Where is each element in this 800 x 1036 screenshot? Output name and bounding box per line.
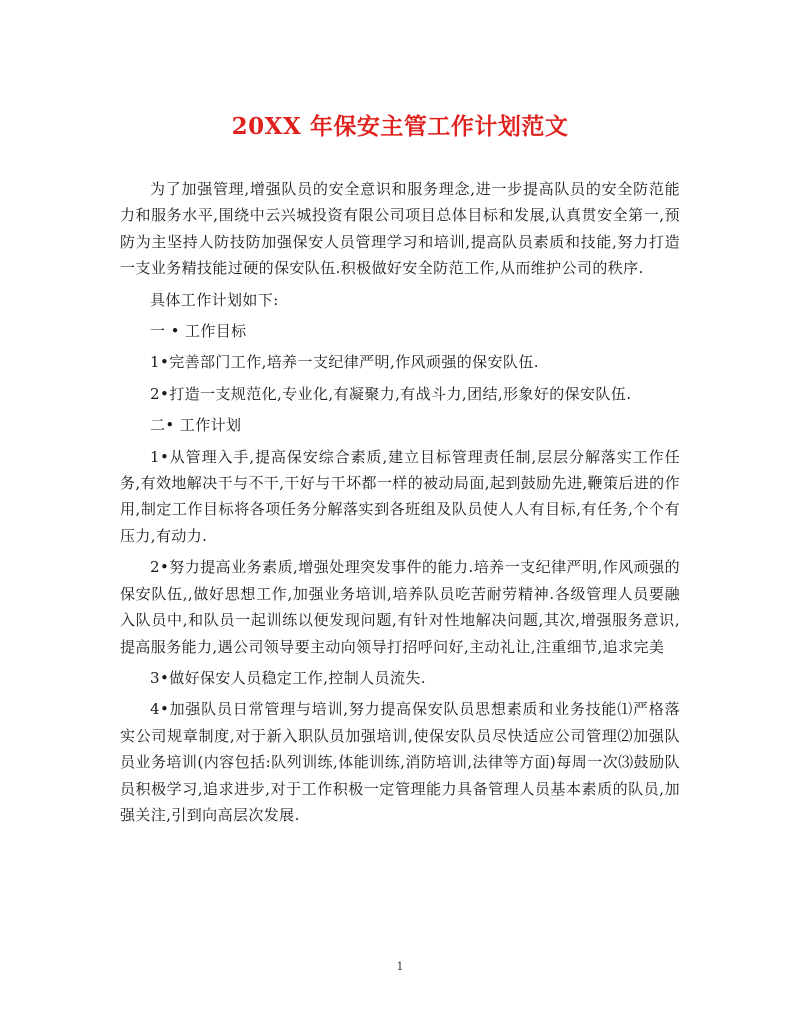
plan-item-1: 1•从管理入手,提高保安综合素质,建立目标管理责任制,层层分解落实工作任务,有效地解决干与不干,干好与干坏都一样的被动局面,起到鼓励先进,鞭策后进的作用,制定工作目标将各项任务分解落实到各班组及队员使人人有目标,有任务,个个有压力,有动力. xyxy=(120,447,680,545)
goal-item-1: 1•完善部门工作,培养一支纪律严明,作风顽强的保安队伍. xyxy=(150,353,539,372)
intro-paragraph: 为了加强管理,增强队员的安全意识和服务理念,进一步提高队员的安全防范能力和服务水平,围绕中云兴城投资有限公司项目总体目标和发展,认真贯安全第一,预防为主坚持人防技防加强保安人员管理学习和培训,提高队员素质和技能,努力打造一支业务精技能过硬的保安队伍.积极做好安全防范工作,从而维护公司的秩序. xyxy=(120,180,680,278)
document-title: 20XX 年保安主管工作计划范文 xyxy=(231,113,569,140)
page-number: 1 xyxy=(396,960,404,973)
goal-item-2: 2•打造一支规范化,专业化,有凝聚力,有战斗力,团结,形象好的保安队伍. xyxy=(150,384,632,403)
section-heading-goals: 一 • 工作目标 xyxy=(150,322,247,341)
document-body xyxy=(120,176,680,833)
section-heading-plan: 二• 工作计划 xyxy=(150,416,242,435)
plan-item-2: 2•努力提高业务素质,增强处理突发事件的能力.培养一支纪律严明,作风顽强的保安队伍,,做好思想工作,加强业务培训,培养队员吃苦耐劳精神.各级管理人员要融入队员中,和队员一起训练以便发现问题,有针对性地解决问题,其次,增强服务意识,提高服务能力,遇公司领导要主动向领导打招呼问好,主动礼让,注重细节,追求完美 xyxy=(120,558,680,656)
plan-item-4: 4•加强队员日常管理与培训,努力提高保安队员思想素质和业务技能⑴严格落实公司规章制度,对于新入职队员加强培训,使保安队员尽快适应公司管理⑵加强队员业务培训(内容包括:队列训练,体能训练,消防培训,法律等方面)每周一次⑶鼓励队员积极学习,追求进步,对于工作积极一定管理能力具备管理人员基本素质的队员,加强关注,引到向高层次发展. xyxy=(120,700,680,824)
plan-item-3: 3•做好保安人员稳定工作,控制人员流失. xyxy=(150,668,426,687)
plan-intro-line: 具体工作计划如下: xyxy=(150,290,279,309)
